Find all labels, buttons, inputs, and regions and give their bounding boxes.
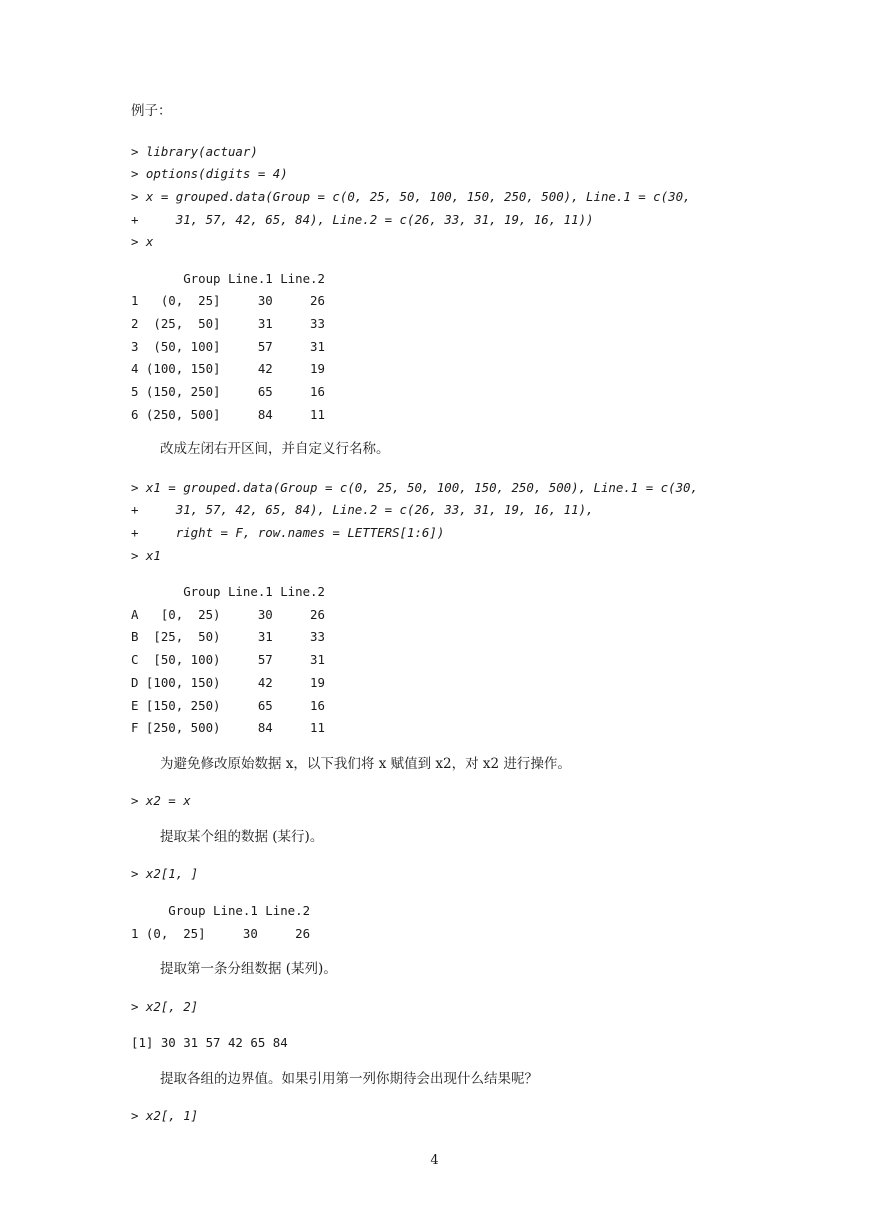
table-row: 6 (250, 500] 84 11 <box>131 407 325 422</box>
code-line: + 31, 57, 42, 65, 84), Line.2 = c(26, 33, 31, 19, 16, 11), <box>131 502 594 517</box>
table-row: 1 (0, 25] 30 26 <box>131 293 325 308</box>
table-header: Group Line.1 Line.2 <box>131 584 325 599</box>
paragraph: 改成左闭右开区间，并自定义行名称。 <box>160 441 390 457</box>
table-row: D [100, 150) 42 19 <box>131 675 325 690</box>
table-row: B [25, 50) 31 33 <box>131 629 325 644</box>
table-header: Group Line.1 Line.2 <box>131 271 325 286</box>
paragraph: 为避免修改原始数据 x，以下我们将 x 赋值到 x2，对 x2 进行操作。 <box>160 756 571 772</box>
code-line: > x = grouped.data(Group = c(0, 25, 50, 100, 150, 250, 500), Line.1 = c(30, <box>131 189 691 204</box>
code-line: + right = F, row.names = LETTERS[1:6]) <box>131 525 445 540</box>
paragraph: 提取第一条分组数据 (某列)。 <box>160 961 337 977</box>
code-line: > library(actuar) <box>131 144 258 159</box>
table-row: E [150, 250) 65 16 <box>131 698 325 713</box>
table-row: 1 (0, 25] 30 26 <box>131 926 311 941</box>
table-row: 3 (50, 100] 57 31 <box>131 339 325 354</box>
code-line: > x2[, 2] <box>131 999 199 1014</box>
table-header: Group Line.1 Line.2 <box>131 903 311 918</box>
paragraph: 提取某个组的数据 (某行)。 <box>160 829 324 845</box>
paragraph: 提取各组的边界值。如果引用第一列你期待会出现什么结果呢？ <box>160 1071 538 1087</box>
code-line: > x2 = x <box>131 793 191 808</box>
table-row: 4 (100, 150] 42 19 <box>131 361 325 376</box>
page-number: 4 <box>430 1153 439 1168</box>
code-line: > x1 <box>131 548 161 563</box>
table-row: 2 (25, 50] 31 33 <box>131 316 325 331</box>
code-line: > x1 = grouped.data(Group = c(0, 25, 50, 100, 150, 250, 500), Line.1 = c(30, <box>131 480 698 495</box>
code-output: [1] 30 31 57 42 65 84 <box>131 1035 288 1050</box>
code-line: > x2[, 1] <box>131 1108 199 1123</box>
table-row: 5 (150, 250] 65 16 <box>131 384 325 399</box>
table-row: C [50, 100) 57 31 <box>131 652 325 667</box>
code-line: > x <box>131 234 154 249</box>
table-row: F [250, 500) 84 11 <box>131 720 325 735</box>
code-line: > options(digits = 4) <box>131 166 288 181</box>
example-heading: 例子： <box>131 103 172 119</box>
code-line: + 31, 57, 42, 65, 84), Line.2 = c(26, 33, 31, 19, 16, 11)) <box>131 212 594 227</box>
code-line: > x2[1, ] <box>131 866 199 881</box>
table-row: A [0, 25) 30 26 <box>131 607 325 622</box>
